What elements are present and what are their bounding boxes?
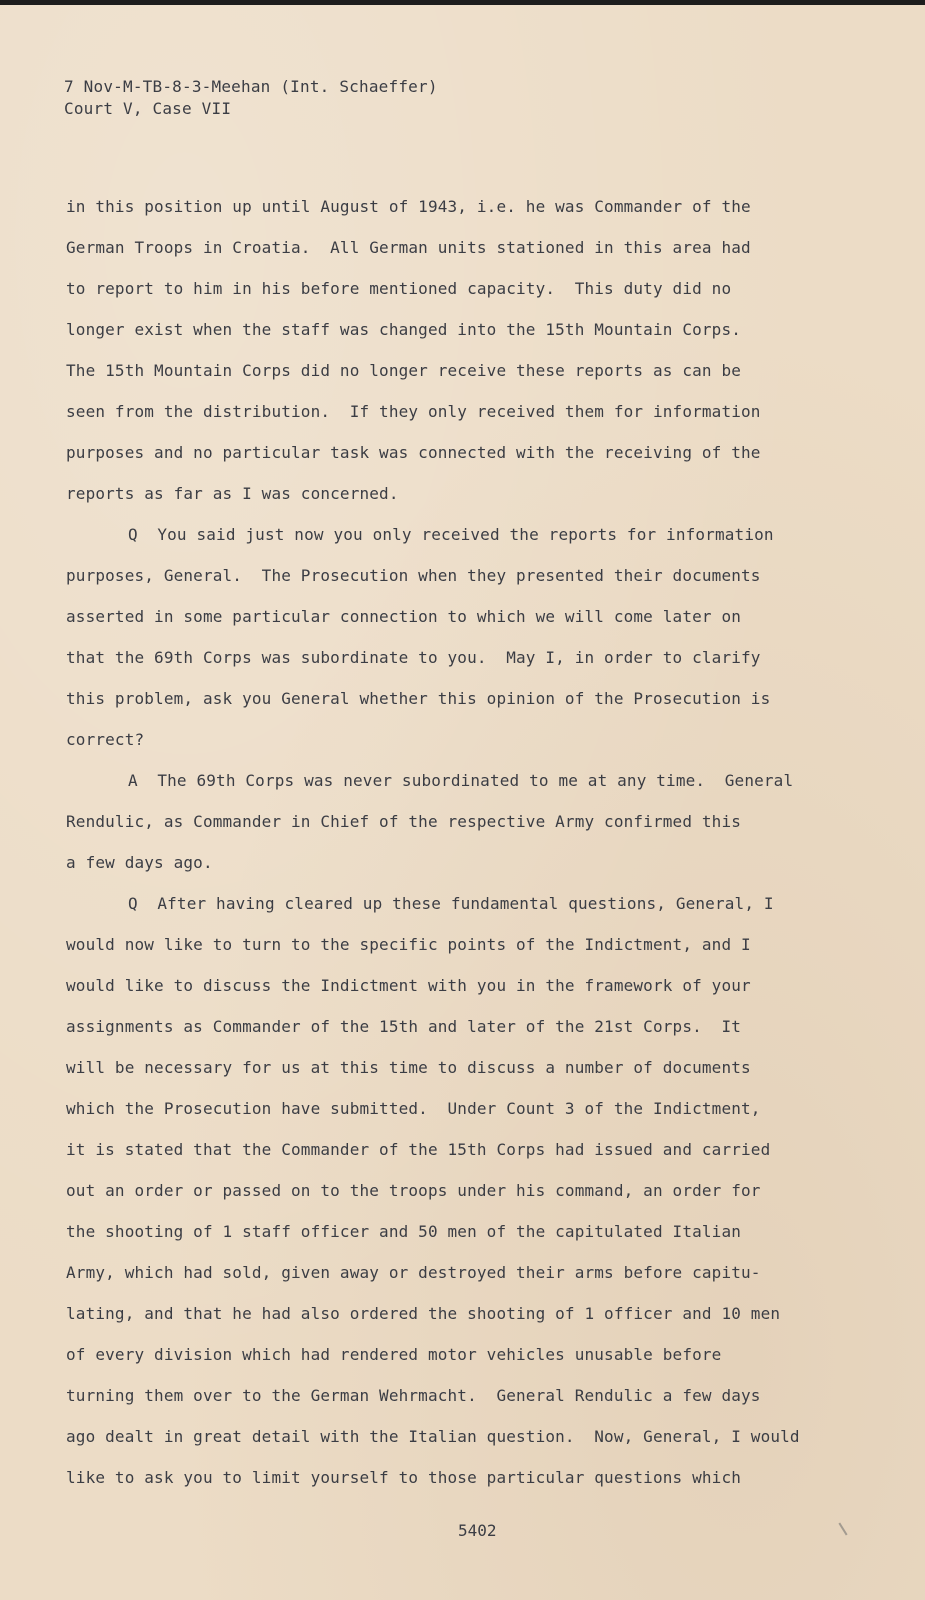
- body-line: like to ask you to limit yourself to those particular questions which: [66, 1468, 742, 1487]
- body-line: which the Prosecution have submitted. Under Count 3 of the Indictment,: [66, 1099, 761, 1118]
- document-header: [64, 76, 438, 120]
- body-line: ago dealt in great detail with the Italian question. Now, General, I would: [66, 1427, 800, 1446]
- body-line: that the 69th Corps was subordinate to you. May I, in order to clarify: [66, 648, 761, 667]
- body-line: the shooting of 1 staff officer and 50 men of the capitulated Italian: [66, 1222, 742, 1241]
- body-line: German Troops in Croatia. All German units stationed in this area had: [66, 238, 751, 257]
- body-line: out an order or passed on to the troops under his command, an order for: [66, 1181, 761, 1200]
- body-line: Q You said just now you only received the reports for information: [128, 525, 774, 544]
- body-line: this problem, ask you General whether this opinion of the Prosecution is: [66, 689, 771, 708]
- body-line: would now like to turn to the specific points of the Indictment, and I: [66, 935, 751, 954]
- body-line: The 15th Mountain Corps did no longer receive these reports as can be: [66, 361, 742, 380]
- body-line: purposes, General. The Prosecution when they presented their documents: [66, 566, 761, 585]
- page-top-edge: [0, 0, 925, 5]
- header-line-1: 7 Nov-M-TB-8-3-Meehan (Int. Schaeffer): [64, 77, 438, 96]
- body-line: turning them over to the German Wehrmacht. General Rendulic a few days: [66, 1386, 761, 1405]
- body-line: longer exist when the staff was changed into the 15th Mountain Corps.: [66, 320, 742, 339]
- stray-pen-mark: [838, 1523, 847, 1536]
- body-line: seen from the distribution. If they only received them for information: [66, 402, 761, 421]
- body-line: it is stated that the Commander of the 15th Corps had issued and carried: [66, 1140, 771, 1159]
- body-line: lating, and that he had also ordered the shooting of 1 officer and 10 men: [66, 1304, 781, 1323]
- body-line: Army, which had sold, given away or destroyed their arms before capitu-: [66, 1263, 761, 1282]
- body-line: Q After having cleared up these fundamental questions, General, I: [128, 894, 774, 913]
- body-line: purposes and no particular task was connected with the receiving of the: [66, 443, 761, 462]
- body-line: to report to him in his before mentioned capacity. This duty did no: [66, 279, 732, 298]
- body-line: assignments as Commander of the 15th and later of the 21st Corps. It: [66, 1017, 742, 1036]
- body-line: would like to discuss the Indictment with you in the framework of your: [66, 976, 751, 995]
- body-line: correct?: [66, 730, 145, 749]
- body-line: in this position up until August of 1943, i.e. he was Commander of the: [66, 197, 751, 216]
- body-line: Rendulic, as Commander in Chief of the respective Army confirmed this: [66, 812, 742, 831]
- header-line-2: Court V, Case VII: [64, 99, 232, 118]
- body-line: asserted in some particular connection to which we will come later on: [66, 607, 742, 626]
- body-line: of every division which had rendered motor vehicles unusable before: [66, 1345, 722, 1364]
- body-line: will be necessary for us at this time to discuss a number of documents: [66, 1058, 751, 1077]
- body-line: reports as far as I was concerned.: [66, 484, 399, 503]
- page-number: 5402: [458, 1521, 497, 1540]
- body-line: A The 69th Corps was never subordinated to me at any time. General: [128, 771, 794, 790]
- body-line: a few days ago.: [66, 853, 213, 872]
